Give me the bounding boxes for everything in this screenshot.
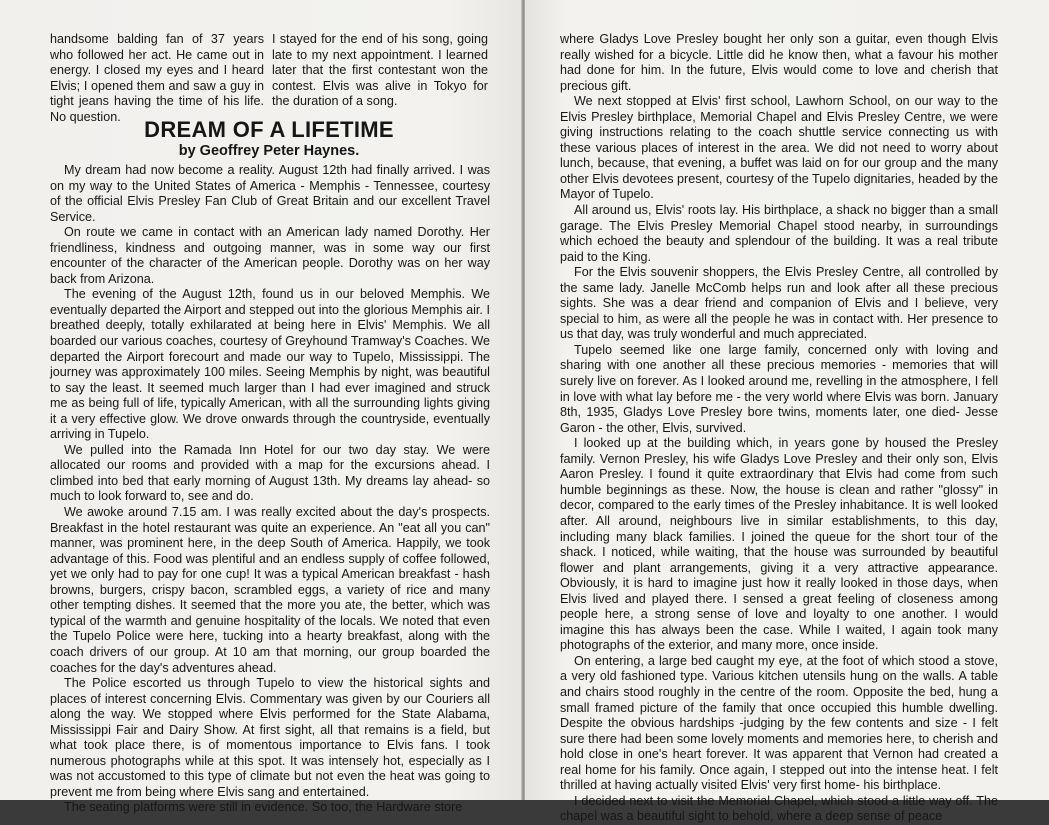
paragraph: On route we came in contact with an American lady named Dorothy. Her friendliness, kindness and outgoing manner, was in some way our first encounter of the character of the American people. Dorothy was on her way back from Arizona.: [50, 225, 490, 286]
paragraph: We pulled into the Ramada Inn Hotel for our two day stay. We were allocated our rooms and provided with a map for the excursions ahead. I climbed into bed that early morning of August 13th. My dreams lay ahead- so much to look forward to, see and do.: [50, 442, 490, 504]
paragraph: The Police escorted us through Tupelo to view the historical sights and places of interest concerning Elvis. Commentary was given by our Couriers all along the way. We stopped where Elvis performed for the State Alabama, Mississippi Fair and Dairy Show. At first sight, all that remains is a field, but what took place there, is of momentous importance to Elvis fans. I took numerous photographs while at this spot. It was intensely hot, especially as I was not accustomed to this type of climate but not even the heat was going to prevent me from being where Elvis sang and entertained.: [50, 676, 490, 799]
article-title: DREAM OF A LIFETIME: [144, 117, 394, 142]
paragraph: We awoke around 7.15 am. I was really excited about the day's prospects. Breakfast in the hotel restaurant was quite an experience. An "eat all you can" manner, was prominent here, in the deep South of America. Happily, we took advantage of this. Food was plentiful and an endless supply of coffee followed, yet we only had to pay for one cup! It was a typical American breakfast - hash browns, burgers, crispy bacon, scrambled eggs, a variety of rice and many other tempting dishes. It seemed that the more you ate, the better, which was typical of the warmth and genuine hospitality of the locals. We noted that even the Tupelo Police were here, tucking into a hearty breakfast, along with the coach drivers of our group. At 10 am that morning, our group boarded the coaches for the day's adventures ahead.: [50, 505, 490, 675]
left-page: [0, 0, 523, 815]
continued-text-a: handsome balding fan of 37 years who followed her act. He came out in energy. I closed my eyes and I heard Elvis; I opened them and saw a guy in tight jeans having the time of his life. No question.: [50, 32, 264, 124]
continued-column-left: [50, 32, 264, 125]
paragraph: where Gladys Love Presley bought her only son a guitar, even though Elvis really wished for a bicycle. Little did he know then, what a favour his mother had done for him. In the future, Elvis would come to love and cherish that precious gift.: [560, 32, 998, 93]
paragraph: We next stopped at Elvis' first school, Lawhorn School, on our way to the Elvis Presley birthplace, Memorial Chapel and Elvis Presley Centre, we were giving instructions relating to the coach shuttle service connecting us with these various places of interest in the area. We did not need to worry about lunch, because, that evening, a buffet was laid on for our group and the many other Elvis devotees present, courtesy of the Tupelo dignitaries, headed by the Mayor of Tupelo.: [560, 94, 998, 202]
paragraph: My dream had now become a reality. August 12th had finally arrived. I was on my way to the United States of America - Memphis - Tennessee, courtesy of the official Elvis Presley Fan Club of Great Britain and our excellent Travel Service.: [50, 163, 490, 224]
paragraph: I looked up at the building which, in years gone by housed the Presley family. Vernon Presley, his wife Gladys Love Presley and their only son, Elvis Aaron Presley. I found it quite extraordinary that Elvis had come from such humble beginnings as these. Now, the house is clean and rather "glossy" in decor, compared to the early times of the Presley inhabitance. It is well looked after. All around, neighbours live in similar establishments, to this day, including many black families. I joined the queue for the short tour of the shack. I noticed, while waiting, that the house was surrounded by beautiful flower and plant arrangements, giving it a very attractive appearance. Obviously, it is hard to imagine just how it really looked in those days, when Elvis lived and played there. I sensed a great feeling of closeness among people here, a strong sense of love and loyalty to one another. I would imagine this has always been the case. While I waited, I again took many photographs of the exterior, and many more, once inside.: [560, 436, 998, 653]
paragraph: I decided next to visit the Memorial Chapel, which stood a little way off. The chapel was a beautiful sight to behold, where a deep sense of peace: [560, 793, 998, 824]
paragraph: The seating platforms were still in evidence. So too, the Hardware store: [64, 800, 463, 815]
paragraph: Tupelo seemed like one large family, concerned only with loving and sharing with one another all these precious memories - memories that will surely live on forever. As I looked around me, revelling in the atmosphere, I fell in love with what lay before me - the very world where Elvis was born. January 8th, 1935, Gladys Love Presley bore twins, moments later, one died- Jesse Garon - the other, Elvis, survived.: [560, 342, 998, 435]
article-body-left: [50, 163, 490, 816]
paragraph: The evening of the August 12th, found us in our beloved Memphis. We eventually departed the Airport and stepped out into the glorious Memphis air. I breathed deeply, totally exhilarated at being here in Elvis' Memphis. We all boarded our various coaches, courtesy of Greyhound Tramway's Coaches. We departed the Airport forecourt and made our way to Tupelo, Mississippi. The journey was approximately 100 miles. Seeing Memphis by night, was beautiful to say the least. It seemed much larger than I had ever imagined and struck me as being full of life, typically American, with all the surrounding lights giving it a very effective glow. We drove onwards through the countryside, eventually arriving in Tupelo.: [50, 287, 490, 442]
article-byline: by Geoffrey Peter Haynes.: [178, 143, 360, 159]
article-body-right: [560, 32, 998, 825]
continued-column-right: [272, 32, 488, 110]
paragraph: On entering, a large bed caught my eye, at the foot of which stood a stove, a very old fashioned type. Various kitchen utensils hung on the walls. A table and chairs stood roughly in the centre of the room. Opposite the bed, hung a small framed picture of the family that once occupied this humble dwelling. Despite the obvious hardships -judging by the few contents and size - I felt sure there had been some lovely moments and memories here, to cherish and hold close in one's heart forever. It was apparent that Vernon had created a real home for his family. Once again, I stepped out into the intense heat. I felt thrilled at having actually visited Elvis' very first home- his birthplace.: [560, 653, 998, 793]
paragraph: For the Elvis souvenir shoppers, the Elvis Presley Centre, all controlled by the same lady. Janelle McComb helps run and look after all these precious sights. She was a dear friend and companion of Elvis and I believe, very special to him, as were all the people he was in contact with. Her presence to us that day, was truly wonderful and much appreciated.: [560, 265, 998, 342]
right-page: [525, 0, 1049, 824]
continued-text-b: I stayed for the end of his song, going late to my next appointment. I learned later that the first contestant won the contest. Elvis was alive in Tokyo for the duration of a song.: [272, 32, 488, 109]
paragraph: All around us, Elvis' roots lay. His birthplace, a shack no bigger than a small garage. The Elvis Presley Memorial Chapel stood nearby, in surroundings which echoed the beauty and splendour of the building. It was a real tribute paid to the King.: [560, 203, 998, 264]
